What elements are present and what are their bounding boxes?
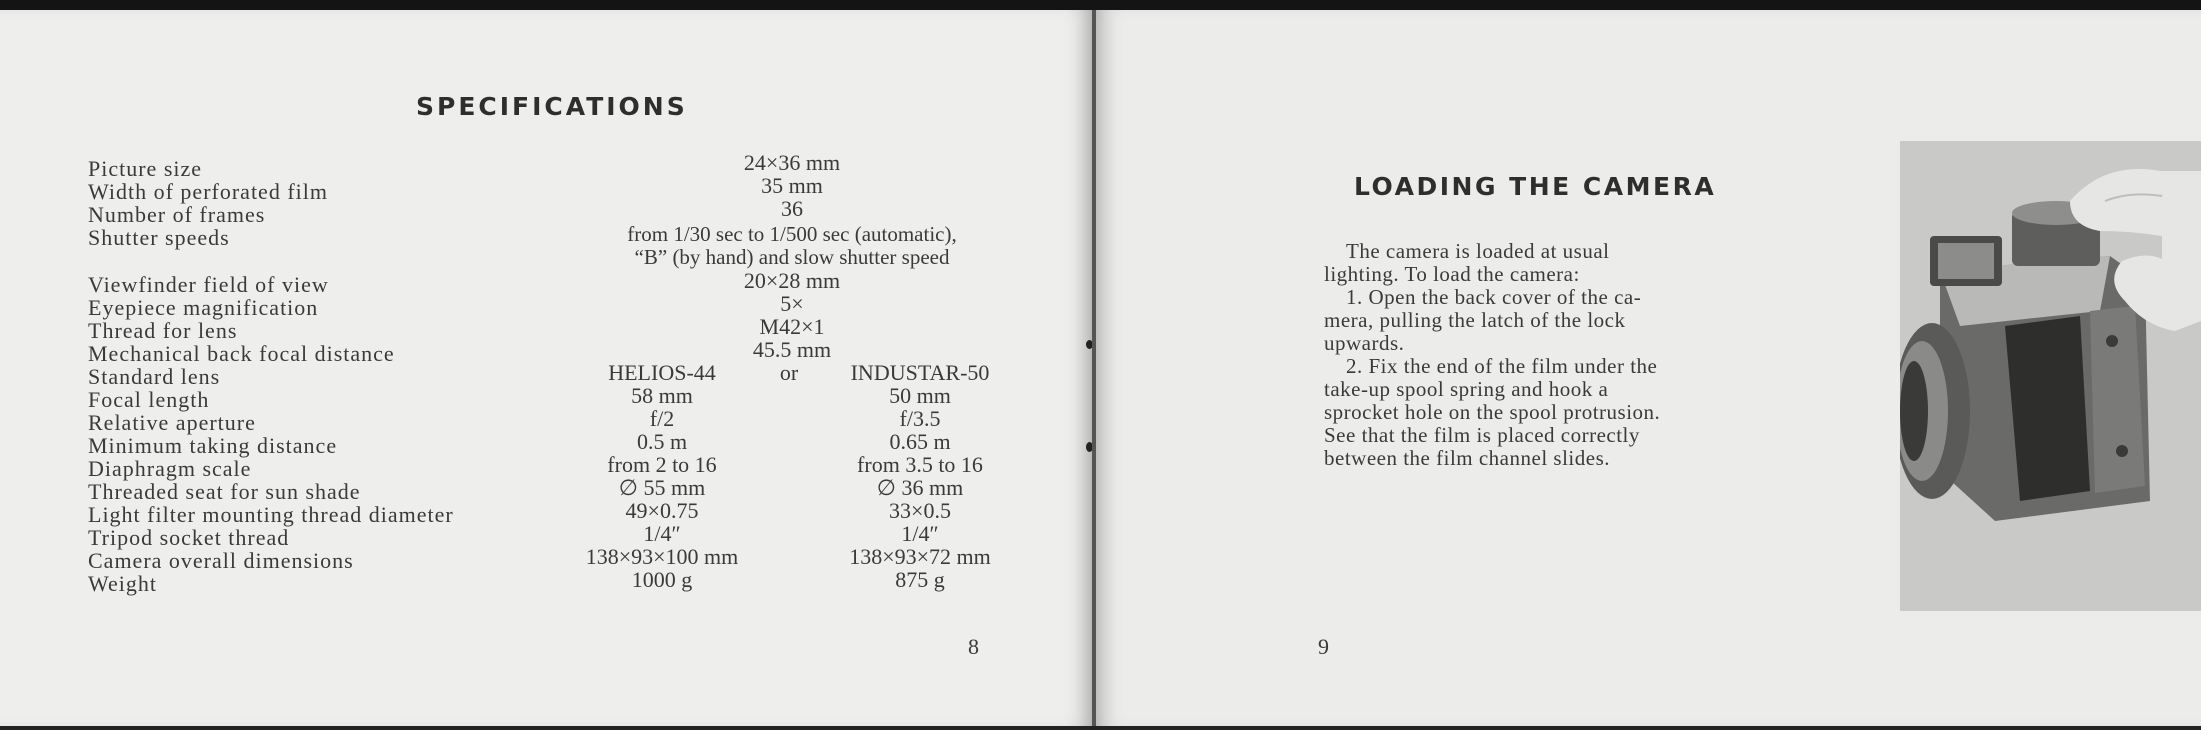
lens-b-name: INDUSTAR-50	[850, 360, 990, 385]
back-focal-value: 45.5 mm	[752, 337, 832, 362]
frames-value: 36	[781, 196, 803, 221]
lens-b-value: 33×0.5	[889, 498, 951, 523]
lens-b-value: 0.65 m	[889, 429, 951, 454]
lens-a-value: 0.5 m	[636, 429, 688, 454]
page-number: 8	[968, 634, 979, 659]
lens-b-value: ∅ 36 mm	[876, 475, 964, 500]
text-line: See that the film is placed correctly	[1324, 423, 1640, 447]
spec-label: Diaphragm scale	[88, 456, 252, 481]
step-1-paragraph	[1324, 286, 1750, 355]
lens-a-value: 1/4″	[643, 521, 681, 546]
lens-b-value: 1/4″	[901, 521, 939, 546]
spec-label: Weight	[88, 571, 157, 596]
page-number: 9	[1318, 634, 1329, 659]
text-line: mera, pulling the latch of the lock	[1324, 308, 1626, 332]
lens-b-value: 875 g	[895, 567, 945, 592]
spec-label: Relative aperture	[88, 410, 256, 435]
text-line: 1. Open the back cover of the ca-	[1346, 285, 1642, 309]
lens-a-value: ∅ 55 mm	[618, 475, 706, 500]
lens-a-value: 1000 g	[631, 567, 693, 592]
lens-b-value: from 3.5 to 16	[857, 452, 983, 477]
camera-photo	[1900, 141, 2201, 611]
shutter-value-line1: from 1/30 sec to 1/500 sec (automatic),	[627, 222, 957, 246]
film-width-value: 35 mm	[761, 173, 823, 198]
spec-label: Light filter mounting thread diameter	[88, 502, 454, 527]
scan-top-edge	[0, 0, 2201, 10]
spec-label: Shutter speeds	[88, 225, 230, 250]
text-line: take-up spool spring and hook a	[1324, 377, 1609, 401]
lens-a-value: 138×93×100 mm	[585, 544, 739, 569]
text-line: The camera is loaded at usual	[1346, 239, 1610, 263]
spec-label: Eyepiece magnification	[88, 295, 319, 320]
lens-b-value: 50 mm	[889, 383, 951, 408]
viewfinder-value: 20×28 mm	[743, 268, 841, 293]
picture-size-value: 24×36 mm	[743, 150, 841, 175]
spec-label: Picture size	[88, 156, 203, 181]
loading-heading: LOADING THE CAMERA	[1354, 172, 1717, 201]
camera-illustration	[1900, 141, 2201, 611]
spec-label: Minimum taking distance	[88, 433, 338, 458]
lens-a-value: from 2 to 16	[607, 452, 717, 477]
page-9	[1096, 10, 2201, 726]
lens-a-value: 49×0.75	[625, 498, 699, 523]
lens-b-value: 138×93×72 mm	[849, 544, 991, 569]
spec-label: Viewfinder field of view	[88, 272, 329, 297]
step-2-paragraph	[1324, 355, 1750, 470]
intro-paragraph	[1324, 240, 1750, 286]
specifications-heading: SPECIFICATIONS	[416, 92, 688, 121]
spec-label: Mechanical back focal distance	[88, 341, 395, 366]
spec-label: Thread for lens	[88, 318, 238, 343]
thread-value: M42×1	[759, 314, 825, 339]
spec-label: Threaded seat for sun shade	[88, 479, 361, 504]
spec-label: Focal length	[88, 387, 210, 412]
text-line: between the film channel slides.	[1324, 446, 1610, 470]
lens-a-value: f/2	[649, 406, 675, 431]
shutter-value-line2: “B” (by hand) and slow shutter speed	[634, 245, 950, 269]
spec-label: Tripod socket thread	[88, 525, 290, 550]
eyepiece-value: 5×	[780, 291, 804, 316]
spec-label: Width of perforated film	[88, 179, 328, 204]
scan-bottom-edge	[0, 726, 2201, 730]
text-line: sprocket hole on the spool protrusion.	[1324, 400, 1661, 424]
text-line: upwards.	[1324, 331, 1405, 355]
text-line: 2. Fix the end of the film under the	[1346, 354, 1658, 378]
lens-a-value: 58 mm	[631, 383, 693, 408]
spec-label: Standard lens	[88, 364, 221, 389]
lens-a-name: HELIOS-44	[608, 360, 716, 385]
or-word: or	[779, 360, 799, 385]
spec-label: Camera overall dimensions	[88, 548, 354, 573]
text-line: lighting. To load the camera:	[1324, 262, 1580, 286]
lens-b-value: f/3.5	[899, 406, 941, 431]
spec-label: Number of frames	[88, 202, 266, 227]
page-8	[0, 10, 1092, 726]
